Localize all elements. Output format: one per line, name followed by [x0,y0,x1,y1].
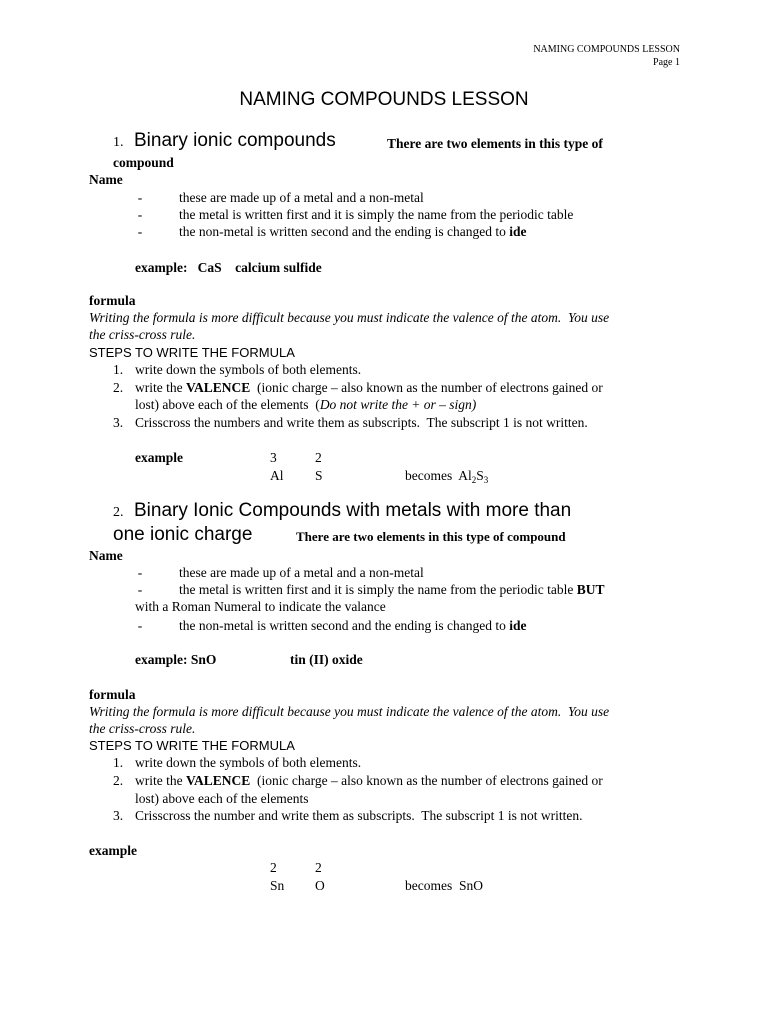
list-dash: - [137,207,143,222]
section2-heading-cont: one ionic charge [113,524,253,545]
section2-note: There are two elements in this type of compound [296,529,566,544]
list-number: 3. [113,415,124,430]
list-number: 3. [113,808,124,823]
section2-step-1: write down the symbols of both elements. [135,755,362,770]
section2-charge-1: 2 [270,860,277,875]
section2-bullet-2: the metal is written first and it is simply the name from the periodic table BUT [179,582,605,597]
section1-number: 1. [113,135,124,150]
section1-example-label: example [135,450,183,465]
list-dash: - [137,565,143,580]
valence-term: VALENCE [185,380,251,395]
section1-step-1: write down the symbols of both elements. [135,362,362,377]
section1-bullet-2: the metal is written first and it is simply the name from the periodic table [179,207,574,222]
section1-formula-text: Writing the formula is more difficult because you must indicate the valence of the atom. You use [89,310,610,325]
section1-bullet-1: these are made up of a metal and a non-metal [179,190,424,205]
section2-formula-text-cont: the criss-cross rule. [89,721,196,736]
section2-step-2-cont: lost) above each of the elements [135,791,309,806]
section2-number: 2. [113,505,124,520]
section2-bullet-3: the non-metal is written second and the ending is changed to ide [179,618,527,633]
list-dash: - [137,582,143,597]
section1-step-2-note: Do not write the + or – sign) [319,397,477,412]
running-header-title: NAMING COMPOUNDS LESSON [533,44,680,55]
section2-example-label: example: SnO [135,652,217,667]
section1-formula-label: formula [89,293,136,308]
section1-symbol-2: S [315,468,323,483]
section1-formula-text-cont: the criss-cross rule. [89,327,196,342]
section2-symbol-1: Sn [270,878,285,893]
section2-heading: Binary Ionic Compounds with metals with more than [134,500,572,521]
section1-name-label: Name [89,172,123,187]
section1-result: becomes $Al_2S_3$ [405,468,489,485]
section2-example-name: tin (II) oxide [290,652,363,667]
section1-step-2-cont: lost) above each of the elements (Do not write the + or – sign) [135,397,477,412]
section1-heading: Binary ionic compounds [134,130,336,151]
section1-symbol-1: Al [270,468,284,483]
section2-symbol-2: O [315,878,325,893]
section2-step-2: write the VALENCE (ionic charge – also known as the number of electrons gained or [135,773,603,788]
section1-steps-label: STEPS TO WRITE THE FORMULA [89,345,295,360]
section1-charge-2: 2 [315,450,322,465]
section2-formula-label: formula [89,687,136,702]
section2-example-heading: example [89,843,137,858]
section2-name-label: Name [89,548,123,563]
list-dash: - [137,190,143,205]
page-title: NAMING COMPOUNDS LESSON [239,89,529,110]
section2-bullet-2-cont: with a Roman Numeral to indicate the valance [135,599,386,614]
section2-bullet-3-bold: ide [509,618,527,633]
list-number: 1. [113,362,124,377]
section2-result: becomes SnO [405,878,483,893]
section1-step-2: write the VALENCE (ionic charge – also known as the number of electrons gained or [135,380,603,395]
section2-bullet-2-bold: BUT [576,582,605,597]
section1-bullet-3: the non-metal is written second and the ending is changed to ide [179,224,527,239]
section1-note: There are two elements in this type of [387,136,603,151]
section1-example: example: CaS calcium sulfide [135,260,322,275]
list-number: 2. [113,380,124,395]
running-header-page: Page 1 [653,57,680,68]
section2-steps-label: STEPS TO WRITE THE FORMULA [89,738,295,753]
section2-step-3: Crisscross the number and write them as subscripts. The subscript 1 is not written. [135,808,583,823]
valence-term: VALENCE [185,773,251,788]
list-dash: - [137,224,143,239]
section1-charge-1: 3 [270,450,277,465]
list-dash: - [137,618,143,633]
section1-bullet-3-bold: ide [509,224,527,239]
list-number: 1. [113,755,124,770]
section2-bullet-1: these are made up of a metal and a non-metal [179,565,424,580]
section2-formula-text: Writing the formula is more difficult because you must indicate the valence of the atom. You use [89,704,610,719]
section1-note-cont: compound [113,155,174,170]
section2-charge-2: 2 [315,860,322,875]
section1-step-3: Crisscross the numbers and write them as subscripts. The subscript 1 is not written. [135,415,588,430]
list-number: 2. [113,773,124,788]
